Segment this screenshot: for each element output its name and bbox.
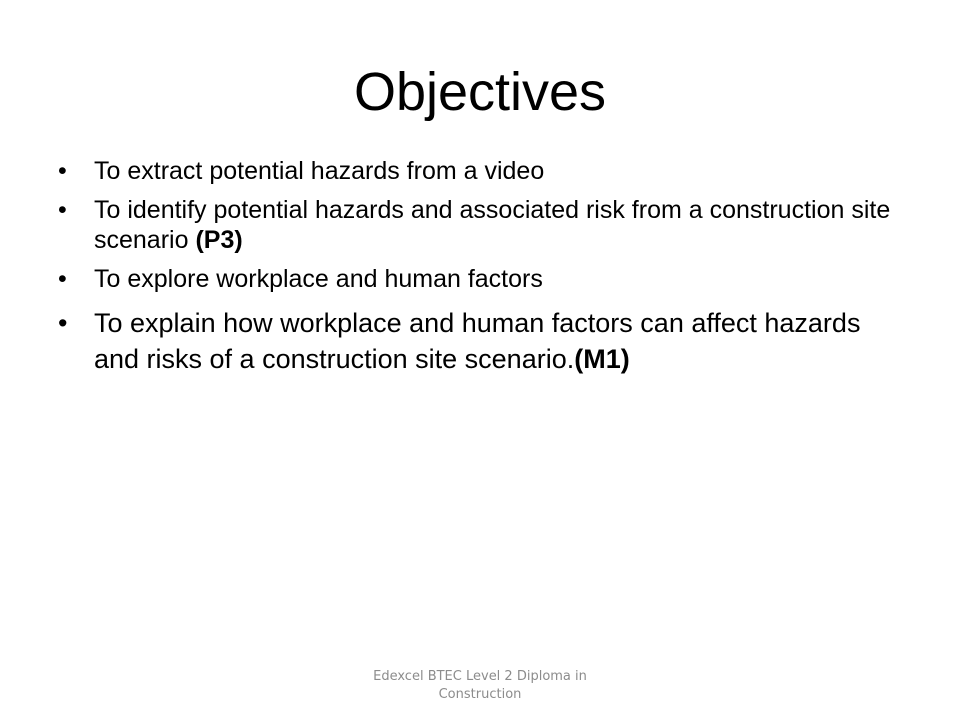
criteria-tag: (P3) [195,226,243,254]
criteria-tag: (M1) [574,344,630,374]
bullet-text: To explain how workplace and human factors can affect hazards and risks of a construction site scenario. [94,308,861,374]
bullet-dot-icon: • [58,265,67,293]
bullet-text: To extract potential hazards from a video [94,157,545,185]
bullet-dot-icon: • [58,308,68,338]
slide-footer: Edexcel BTEC Level 2 Diploma in Construction [373,669,587,702]
bullet-text: To explore workplace and human factors [94,265,543,293]
list-item [58,195,898,255]
bullet-text: To identify potential hazards and associated risk from a construction site scenario [94,196,891,254]
bullet-dot-icon: • [58,157,67,185]
list-item [58,305,898,377]
list-item [58,156,898,186]
slide-title: Objectives [353,62,607,122]
objectives-list [58,156,898,386]
list-item [58,264,898,294]
bullet-dot-icon: • [58,196,67,224]
